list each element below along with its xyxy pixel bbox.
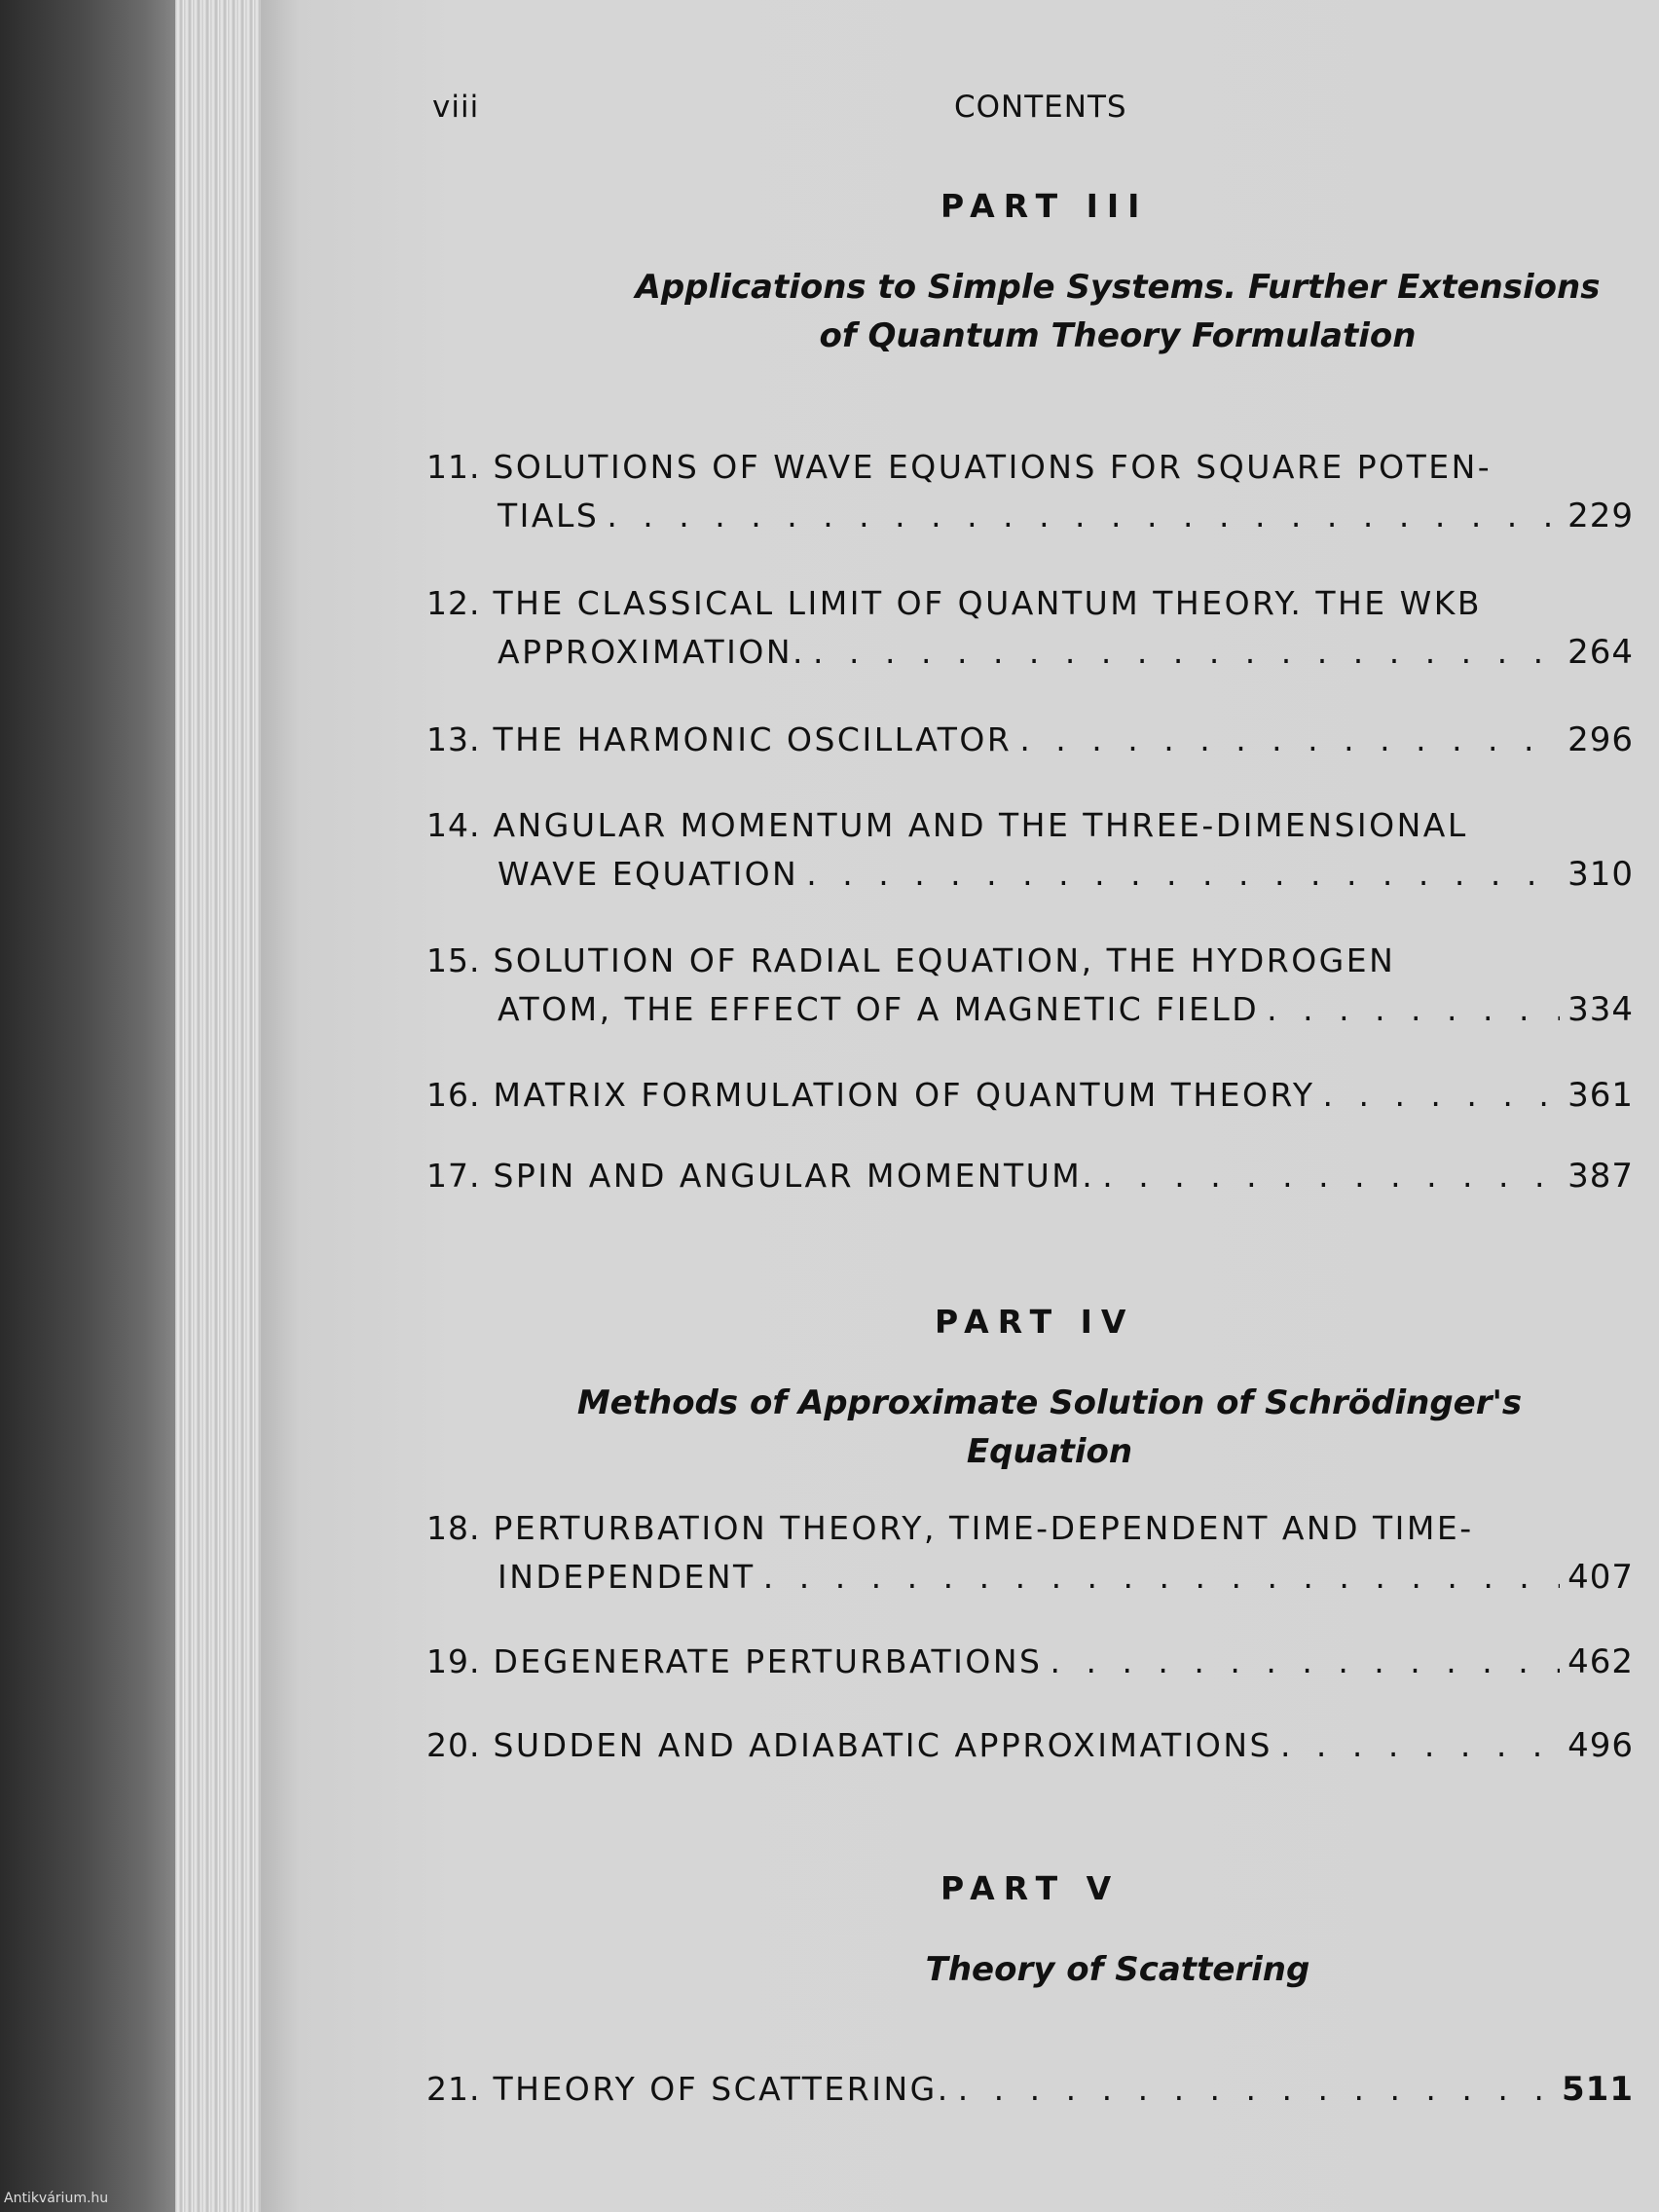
- entry-number: 12.: [426, 584, 481, 622]
- entry-number: 15.: [426, 941, 481, 979]
- entry-page: 264: [1567, 633, 1634, 672]
- leader-dots: [813, 628, 1560, 677]
- part-subtitle: [514, 1379, 1585, 1476]
- entry-number: 17.: [426, 1157, 481, 1195]
- toc-entry[interactable]: [426, 1152, 1634, 1200]
- entry-page: 511: [1562, 2070, 1634, 2109]
- leader-dots: [1019, 716, 1560, 764]
- toc-entry[interactable]: [426, 443, 1634, 540]
- toc-entry[interactable]: [426, 1071, 1634, 1120]
- entry-title: SOLUTIONS OF WAVE EQUATIONS FOR SQUARE POTEN-: [493, 448, 1493, 486]
- part-subtitle-line: Methods of Approximate Solution of Schrödinger's Equation: [576, 1383, 1523, 1471]
- entry-page: 334: [1567, 990, 1634, 1029]
- entry-title: THEORY OF SCATTERING.: [493, 2070, 950, 2108]
- entry-page: 361: [1567, 1076, 1634, 1115]
- entry-title: ANGULAR MOMENTUM AND THE THREE-DIMENSIONAL: [493, 806, 1468, 844]
- toc-entry[interactable]: [426, 1721, 1634, 1770]
- entry-page: 462: [1567, 1642, 1634, 1681]
- toc-entry[interactable]: [426, 1504, 1634, 1602]
- entry-number: 18.: [426, 1509, 481, 1547]
- leader-dots: [1280, 1721, 1560, 1770]
- part-heading: PART III: [940, 187, 1149, 225]
- entry-title-cont: WAVE EQUATION: [498, 855, 799, 893]
- entry-title-cont: INDEPENDENT: [498, 1558, 756, 1596]
- toc-entry[interactable]: [426, 716, 1634, 764]
- entry-page: 296: [1567, 720, 1634, 759]
- entry-page: 407: [1567, 1558, 1634, 1597]
- entry-number: 14.: [426, 806, 481, 844]
- entry-title-cont: TIALS: [498, 497, 600, 535]
- toc-entry[interactable]: [426, 937, 1634, 1034]
- part-subtitle-line: Theory of Scattering: [925, 1950, 1310, 1989]
- entry-page: 229: [1567, 497, 1634, 535]
- leader-dots: [958, 2065, 1554, 2114]
- entry-number: 13.: [426, 720, 481, 758]
- entry-title: THE CLASSICAL LIMIT OF QUANTUM THEORY. THE WKB: [493, 584, 1483, 622]
- leader-dots: [1102, 1152, 1560, 1200]
- part-subtitle: [631, 1945, 1604, 1994]
- entry-page: 387: [1567, 1157, 1634, 1196]
- toc-entry[interactable]: [426, 2065, 1634, 2114]
- entry-number: 11.: [426, 448, 481, 486]
- leader-dots: [1050, 1638, 1560, 1686]
- leader-dots: [1322, 1071, 1560, 1120]
- toc-entry[interactable]: [426, 1638, 1634, 1686]
- entry-title-cont: APPROXIMATION.: [498, 633, 806, 671]
- part-subtitle-line: Applications to Simple Systems. Further Extensions: [635, 268, 1601, 307]
- running-title: CONTENTS: [954, 90, 1127, 125]
- book-gutter-shadow: [0, 0, 180, 2212]
- leader-dots: [607, 492, 1560, 540]
- leader-dots: [763, 1553, 1560, 1602]
- leader-dots: [1267, 985, 1560, 1034]
- entry-number: 20.: [426, 1726, 481, 1764]
- page-folio: viii: [432, 90, 480, 125]
- part-subtitle-line: of Quantum Theory Formulation: [819, 316, 1417, 355]
- entry-title: SOLUTION OF RADIAL EQUATION, THE HYDROGEN: [493, 941, 1396, 979]
- entry-title: SPIN AND ANGULAR MOMENTUM.: [493, 1157, 1095, 1195]
- watermark-text: Antikvárium.hu: [4, 2191, 109, 2206]
- entry-page: 310: [1567, 855, 1634, 894]
- part-subtitle: [631, 263, 1604, 360]
- entry-title: SUDDEN AND ADIABATIC APPROXIMATIONS: [493, 1726, 1272, 1764]
- page-edges: [175, 0, 269, 2212]
- contents-page: [261, 0, 1659, 2212]
- entry-number: 19.: [426, 1642, 481, 1680]
- entry-number: 21.: [426, 2070, 481, 2108]
- entry-title-cont: ATOM, THE EFFECT OF A MAGNETIC FIELD: [498, 990, 1260, 1028]
- entry-title: DEGENERATE PERTURBATIONS: [493, 1642, 1043, 1680]
- part-heading: PART V: [940, 1869, 1121, 1907]
- entry-title: THE HARMONIC OSCILLATOR: [493, 720, 1013, 758]
- entry-number: 16.: [426, 1076, 481, 1114]
- leader-dots: [806, 850, 1560, 899]
- entry-title: PERTURBATION THEORY, TIME-DEPENDENT AND TIME-: [493, 1509, 1474, 1547]
- toc-entry[interactable]: [426, 579, 1634, 677]
- entry-page: 496: [1567, 1726, 1634, 1765]
- part-heading: PART IV: [935, 1303, 1135, 1341]
- entry-title: MATRIX FORMULATION OF QUANTUM THEORY: [493, 1076, 1315, 1114]
- toc-entry[interactable]: [426, 801, 1634, 899]
